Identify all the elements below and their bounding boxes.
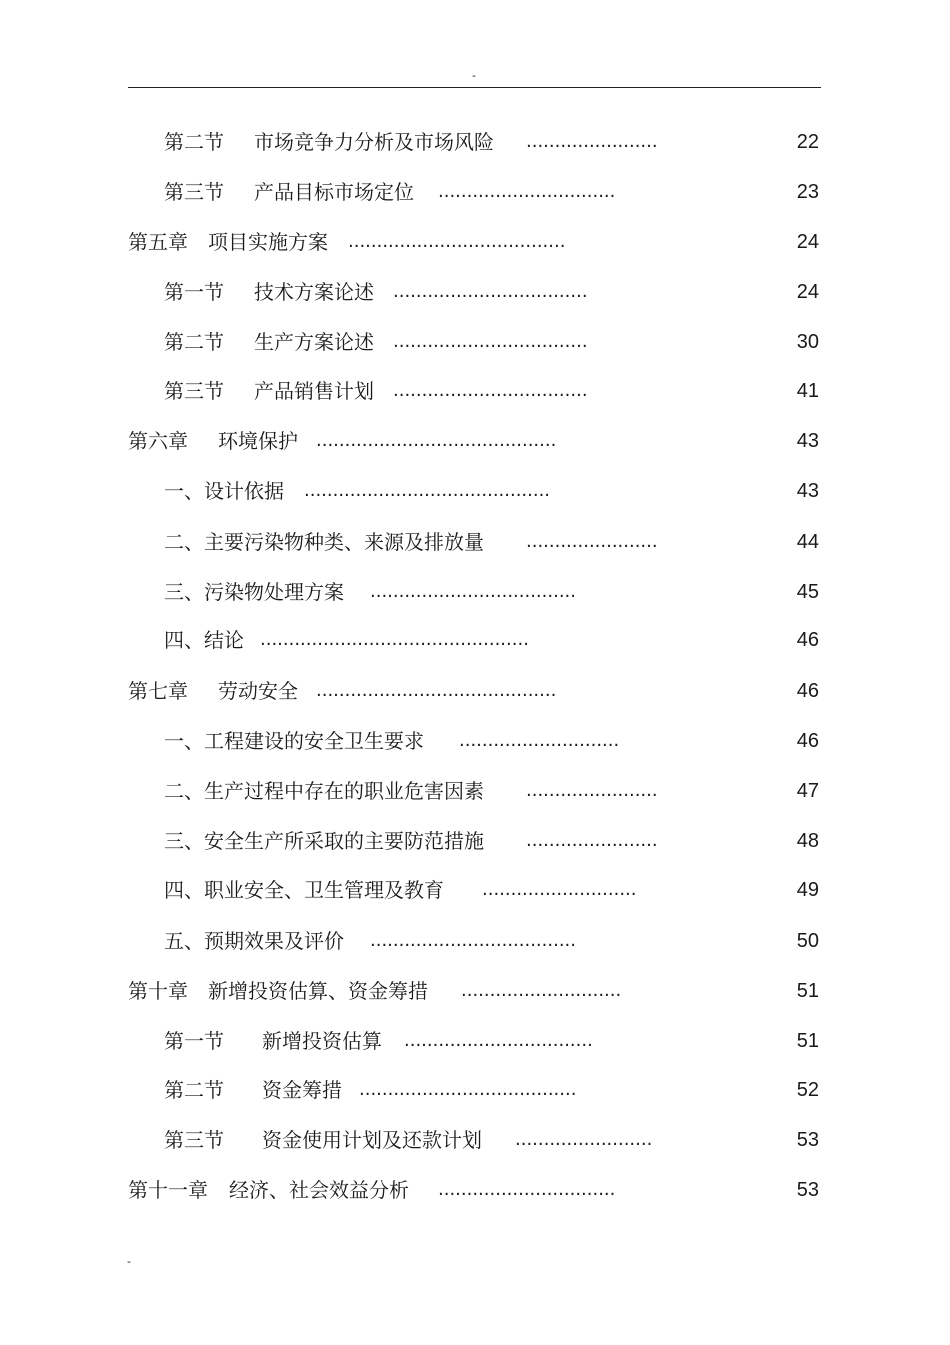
toc-entry-title: 四、结论	[164, 628, 244, 652]
toc-entry-label: 第六章	[128, 429, 188, 453]
toc-entry[interactable]	[0, 1175, 950, 1205]
toc-entry-page: 46	[796, 730, 819, 752]
toc-entry[interactable]	[0, 726, 950, 756]
toc-entry-page: 49	[796, 879, 819, 901]
toc-entry[interactable]	[0, 976, 950, 1006]
toc-entry[interactable]	[0, 875, 950, 905]
toc-entry-title: 市场竞争力分析及市场风险	[254, 130, 494, 154]
toc-entry-label: 第十一章	[128, 1178, 208, 1202]
toc-entry-label: 第二节	[164, 330, 224, 354]
toc-entry[interactable]	[0, 625, 950, 655]
toc-entry-page: 30	[796, 331, 819, 353]
toc-entry-page: 53	[796, 1179, 819, 1201]
toc-entry-label: 第七章	[128, 679, 188, 703]
toc-leader-dots: ...........................................	[304, 480, 551, 501]
toc-entry[interactable]	[0, 277, 950, 307]
toc-entry-title: 劳动安全	[218, 679, 298, 703]
toc-entry-page: 24	[796, 231, 819, 253]
toc-entry[interactable]	[0, 1075, 950, 1105]
toc-entry-title: 产品销售计划	[254, 379, 374, 403]
toc-entry-page: 52	[796, 1079, 819, 1101]
toc-leader-dots: ............................	[459, 730, 620, 751]
toc-entry[interactable]	[0, 577, 950, 607]
toc-entry-title: 资金使用计划及还款计划	[262, 1128, 482, 1152]
toc-entry[interactable]	[0, 227, 950, 257]
toc-entry-page: 44	[796, 531, 819, 553]
toc-entry-title: 一、设计依据	[164, 479, 284, 503]
toc-leader-dots: ..........................................	[316, 680, 557, 701]
toc-leader-dots: ...............................	[438, 1179, 616, 1200]
toc-entry[interactable]	[0, 776, 950, 806]
toc-entry-label: 第五章	[128, 230, 188, 254]
toc-entry[interactable]	[0, 527, 950, 557]
toc-entry-label: 第十章	[128, 979, 188, 1003]
toc-entry-title: 五、预期效果及评价	[164, 929, 344, 953]
toc-entry[interactable]	[0, 1026, 950, 1056]
toc-leader-dots: ..................................	[393, 331, 588, 352]
toc-leader-dots: ...............................	[438, 181, 616, 202]
toc-entry-page: 53	[796, 1129, 819, 1151]
toc-entry-page: 50	[796, 930, 819, 952]
toc-leader-dots: ......................................	[348, 231, 566, 252]
toc-leader-dots: ....................................	[370, 930, 576, 951]
toc-leader-dots: ..................................	[393, 380, 588, 401]
toc-leader-dots: .......................	[526, 780, 658, 801]
toc-entry-page: 24	[796, 281, 819, 303]
toc-entry[interactable]	[0, 426, 950, 456]
toc-entry-page: 51	[796, 1030, 819, 1052]
toc-entry[interactable]	[0, 327, 950, 357]
toc-entry-page: 47	[796, 780, 819, 802]
toc-entry[interactable]	[0, 376, 950, 406]
toc-entry-label: 第二节	[164, 1078, 224, 1102]
header-divider	[128, 87, 821, 88]
toc-entry-title: 资金筹措	[262, 1078, 342, 1102]
toc-entry[interactable]	[0, 926, 950, 956]
toc-leader-dots: ...............................................	[260, 629, 529, 650]
toc-entry-label: 第三节	[164, 1128, 224, 1152]
toc-entry-page: 23	[796, 181, 819, 203]
toc-leader-dots: .......................	[526, 131, 658, 152]
toc-entry-label: 第二节	[164, 130, 224, 154]
toc-leader-dots: .......................	[526, 531, 658, 552]
toc-entry-title: 四、职业安全、卫生管理及教育	[164, 878, 444, 902]
toc-entry-page: 48	[796, 830, 819, 852]
toc-entry-label: 第一节	[164, 280, 224, 304]
toc-entry[interactable]	[0, 476, 950, 506]
toc-leader-dots: .......................	[526, 830, 658, 851]
toc-entry[interactable]	[0, 127, 950, 157]
toc-leader-dots: ............................	[461, 980, 622, 1001]
toc-entry-page: 46	[796, 680, 819, 702]
toc-entry-title: 项目实施方案	[208, 230, 328, 254]
toc-entry-title: 产品目标市场定位	[254, 180, 414, 204]
toc-entry-title: 生产方案论述	[254, 330, 374, 354]
toc-entry-title: 经济、社会效益分析	[229, 1178, 409, 1202]
toc-entry-title: 一、工程建设的安全卫生要求	[164, 729, 424, 753]
toc-entry-title: 三、安全生产所采取的主要防范措施	[164, 829, 484, 853]
toc-entry-page: 43	[796, 430, 819, 452]
toc-entry-title: 新增投资估算、资金筹措	[208, 979, 428, 1003]
toc-entry-page: 41	[796, 380, 819, 402]
toc-entry-label: 第三节	[164, 379, 224, 403]
toc-entry[interactable]	[0, 676, 950, 706]
toc-entry-title: 二、生产过程中存在的职业危害因素	[164, 779, 484, 803]
toc-entry-page: 51	[796, 980, 819, 1002]
toc-entry[interactable]	[0, 826, 950, 856]
toc-leader-dots: ...........................	[482, 879, 637, 900]
toc-leader-dots: ..........................................	[316, 430, 557, 451]
toc-leader-dots: ....................................	[370, 581, 576, 602]
page-footer-mark: -	[127, 1255, 131, 1268]
toc-entry-page: 45	[796, 581, 819, 603]
toc-entry-page: 46	[796, 629, 819, 651]
toc-entry-title: 三、污染物处理方案	[164, 580, 344, 604]
toc-entry-title: 技术方案论述	[254, 280, 374, 304]
toc-entry-title: 环境保护	[218, 429, 298, 453]
page-header-mark: -	[472, 69, 476, 82]
toc-entry-label: 第三节	[164, 180, 224, 204]
toc-entry-page: 43	[796, 480, 819, 502]
toc-leader-dots: ..................................	[393, 281, 588, 302]
toc-entry[interactable]	[0, 1125, 950, 1155]
toc-leader-dots: ........................	[515, 1129, 653, 1150]
toc-entry-page: 22	[796, 131, 819, 153]
toc-entry-label: 第一节	[164, 1029, 224, 1053]
toc-entry-title: 二、主要污染物种类、来源及排放量	[164, 530, 484, 554]
toc-entry-title: 新增投资估算	[262, 1029, 382, 1053]
toc-entry[interactable]	[0, 177, 950, 207]
toc-leader-dots: ......................................	[359, 1079, 577, 1100]
toc-leader-dots: .................................	[404, 1030, 593, 1051]
